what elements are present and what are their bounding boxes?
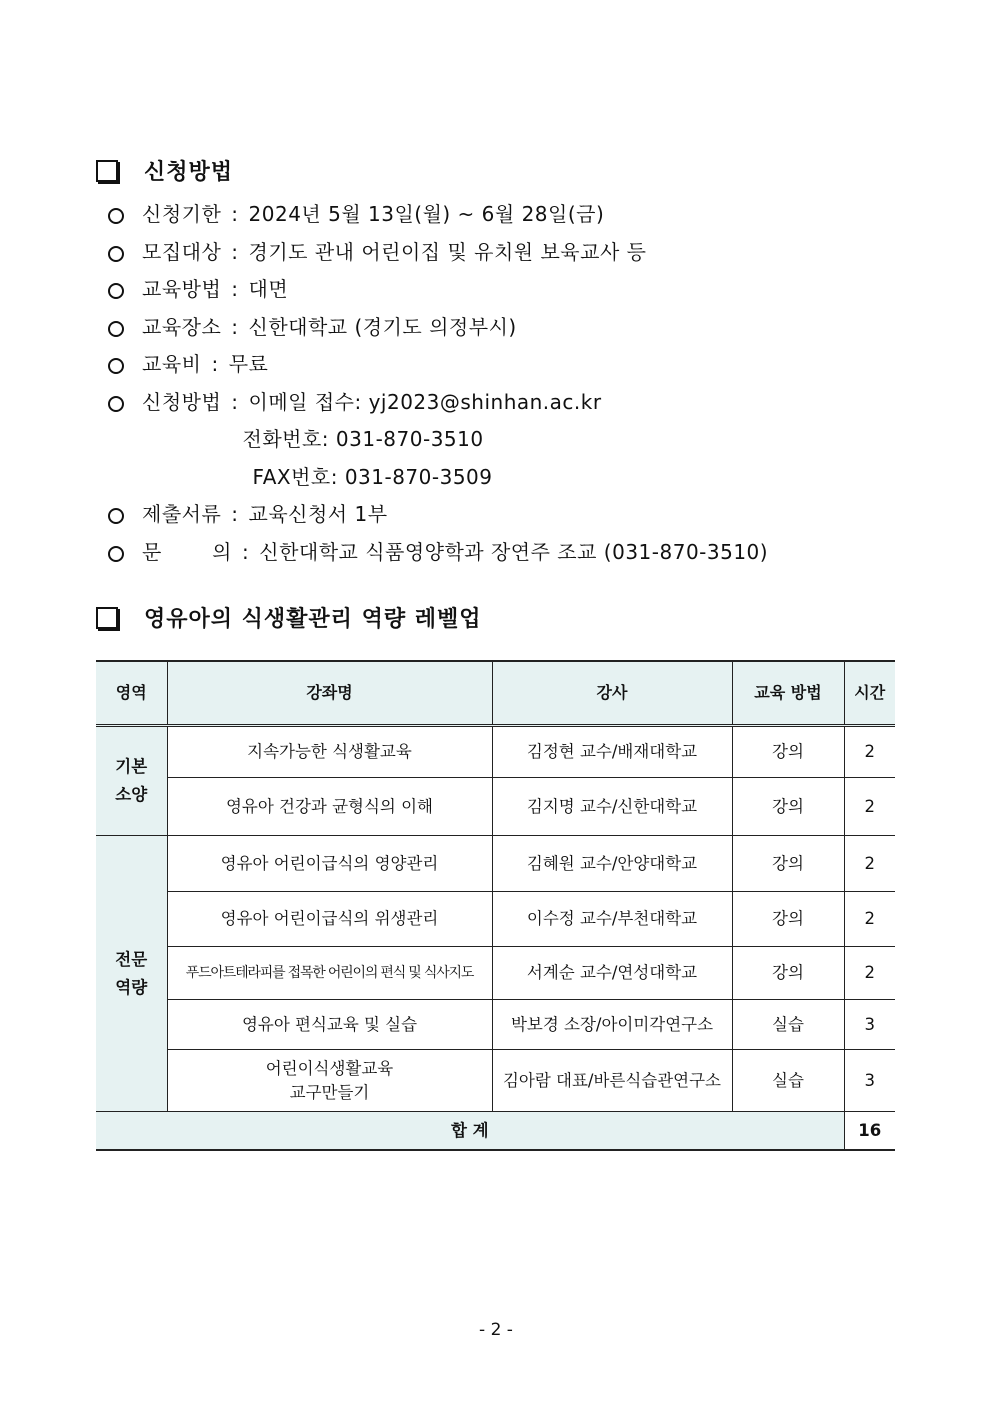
contact-email: 이메일 접수: yj2023@shinhan.ac.kr — [248, 389, 602, 414]
header-hours: 시간 — [844, 661, 895, 726]
course-cell: 푸드아트테라피를 접목한 어린이의 편식 및 식사지도 — [167, 947, 492, 1000]
circle-bullet-icon — [108, 246, 124, 262]
instructor-cell: 서계순 교수/연성대학교 — [492, 947, 732, 1000]
course-cell: 영유아 편식교육 및 실습 — [167, 1000, 492, 1050]
table-row — [96, 1000, 895, 1050]
instructor-cell: 김정현 교수/배재대학교 — [492, 726, 732, 778]
circle-bullet-icon — [108, 321, 124, 337]
area-cell — [96, 726, 167, 836]
instructor-cell: 김지명 교수/신한대학교 — [492, 778, 732, 836]
circle-bullet-icon — [108, 208, 124, 224]
list-item — [108, 310, 908, 348]
item-label: 교육비 — [142, 352, 202, 376]
item-value: 신한대학교 식품영양학과 장연주 조교 (031-870-3510) — [259, 539, 769, 564]
course-cell: 영유아 건강과 균형식의 이해 — [167, 778, 492, 836]
section-title-program — [96, 602, 482, 633]
item-colon: : — [231, 314, 239, 339]
item-colon: : — [242, 539, 250, 564]
item-value: 교육신청서 1부 — [248, 502, 388, 526]
curriculum-table — [96, 660, 895, 1151]
circle-bullet-icon — [108, 508, 124, 524]
course-cell: 영유아 어린이급식의 영양관리 — [167, 836, 492, 892]
instructor-cell: 김혜원 교수/안양대학교 — [492, 836, 732, 892]
page-number: - 2 - — [479, 1320, 513, 1340]
method-cell: 강의 — [732, 836, 844, 892]
course-line: 어린이식생활교육 — [265, 1058, 394, 1078]
item-value: 대면 — [248, 277, 289, 301]
checkbox-icon — [96, 160, 118, 182]
table-row — [96, 778, 895, 836]
item-value: 경기도 관내 어린이집 및 유치원 보육교사 등 — [248, 239, 647, 264]
item-value: 무료 — [228, 352, 269, 376]
hours-cell: 3 — [844, 1050, 895, 1112]
header-instructor: 강사 — [492, 661, 732, 726]
total-value: 16 — [844, 1112, 895, 1151]
total-label: 합 계 — [96, 1112, 844, 1151]
application-items — [108, 197, 908, 572]
item-value: 신한대학교 (경기도 의정부시) — [248, 314, 517, 339]
method-cell: 강의 — [732, 726, 844, 778]
instructor-cell: 박보경 소장/아이미각연구소 — [492, 1000, 732, 1050]
total-row — [96, 1112, 895, 1151]
circle-bullet-icon — [108, 283, 124, 299]
item-colon: : — [231, 502, 239, 526]
section-title-text: 신청방법 — [144, 160, 234, 185]
course-cell — [167, 1050, 492, 1112]
item-label: 신청기한 — [142, 202, 222, 226]
hours-cell: 2 — [844, 778, 895, 836]
circle-bullet-icon — [108, 358, 124, 374]
circle-bullet-icon — [108, 546, 124, 562]
list-item — [108, 197, 908, 235]
course-line: 교구만들기 — [289, 1082, 370, 1102]
area-cell — [96, 836, 167, 1112]
section-title-application — [96, 155, 233, 186]
list-item — [108, 385, 908, 498]
course-cell: 지속가능한 식생활교육 — [167, 726, 492, 778]
item-colon: : — [231, 389, 239, 414]
table-row — [96, 947, 895, 1000]
hours-cell: 2 — [844, 726, 895, 778]
curriculum-table-wrapper — [96, 660, 895, 1151]
item-label-char: 문 — [142, 539, 162, 564]
instructor-cell: 이수정 교수/부천대학교 — [492, 892, 732, 947]
item-colon: : — [211, 352, 219, 376]
hours-cell: 2 — [844, 947, 895, 1000]
contact-fax: FAX번호: 031-870-3509 — [252, 464, 493, 489]
method-cell: 실습 — [732, 1050, 844, 1112]
method-cell: 강의 — [732, 947, 844, 1000]
hours-cell: 3 — [844, 1000, 895, 1050]
item-label: 교육장소 — [142, 314, 222, 339]
area-line: 역량 — [115, 977, 148, 997]
header-method: 교육 방법 — [732, 661, 844, 726]
area-line: 기본 — [115, 757, 148, 776]
method-cell: 실습 — [732, 1000, 844, 1050]
list-item — [108, 235, 908, 273]
area-line: 소양 — [115, 785, 148, 804]
contact-phone: 전화번호: 031-870-3510 — [242, 427, 484, 451]
contact-lines — [242, 385, 602, 498]
item-label: 신청방법 — [142, 389, 222, 414]
item-colon: : — [231, 202, 239, 226]
section-title-text: 영유아의 식생활관리 역량 레벨업 — [144, 607, 482, 632]
list-item — [108, 272, 908, 310]
table-row — [96, 1050, 895, 1112]
item-label: 교육방법 — [142, 277, 222, 301]
method-cell: 강의 — [732, 778, 844, 836]
item-colon: : — [231, 277, 239, 301]
item-label: 제출서류 — [142, 502, 222, 526]
checkbox-icon — [96, 607, 118, 629]
table-row — [96, 836, 895, 892]
item-value: 2024년 5월 13일(월) ~ 6월 28일(금) — [248, 202, 605, 226]
course-cell: 영유아 어린이급식의 위생관리 — [167, 892, 492, 947]
hours-cell: 2 — [844, 836, 895, 892]
item-label: 모집대상 — [142, 239, 222, 264]
method-cell: 강의 — [732, 892, 844, 947]
list-item — [108, 347, 908, 385]
item-label — [142, 535, 232, 569]
list-item — [108, 497, 908, 535]
list-item — [108, 535, 908, 573]
item-label-char: 의 — [212, 539, 232, 564]
item-colon: : — [231, 239, 239, 264]
area-line: 전문 — [115, 949, 148, 969]
hours-cell: 2 — [844, 892, 895, 947]
table-header-row — [96, 661, 895, 726]
header-course: 강좌명 — [167, 661, 492, 726]
table-row — [96, 726, 895, 778]
instructor-cell: 김아람 대표/바른식습관연구소 — [492, 1050, 732, 1112]
header-area: 영역 — [96, 661, 167, 726]
table-row — [96, 892, 895, 947]
circle-bullet-icon — [108, 396, 124, 412]
